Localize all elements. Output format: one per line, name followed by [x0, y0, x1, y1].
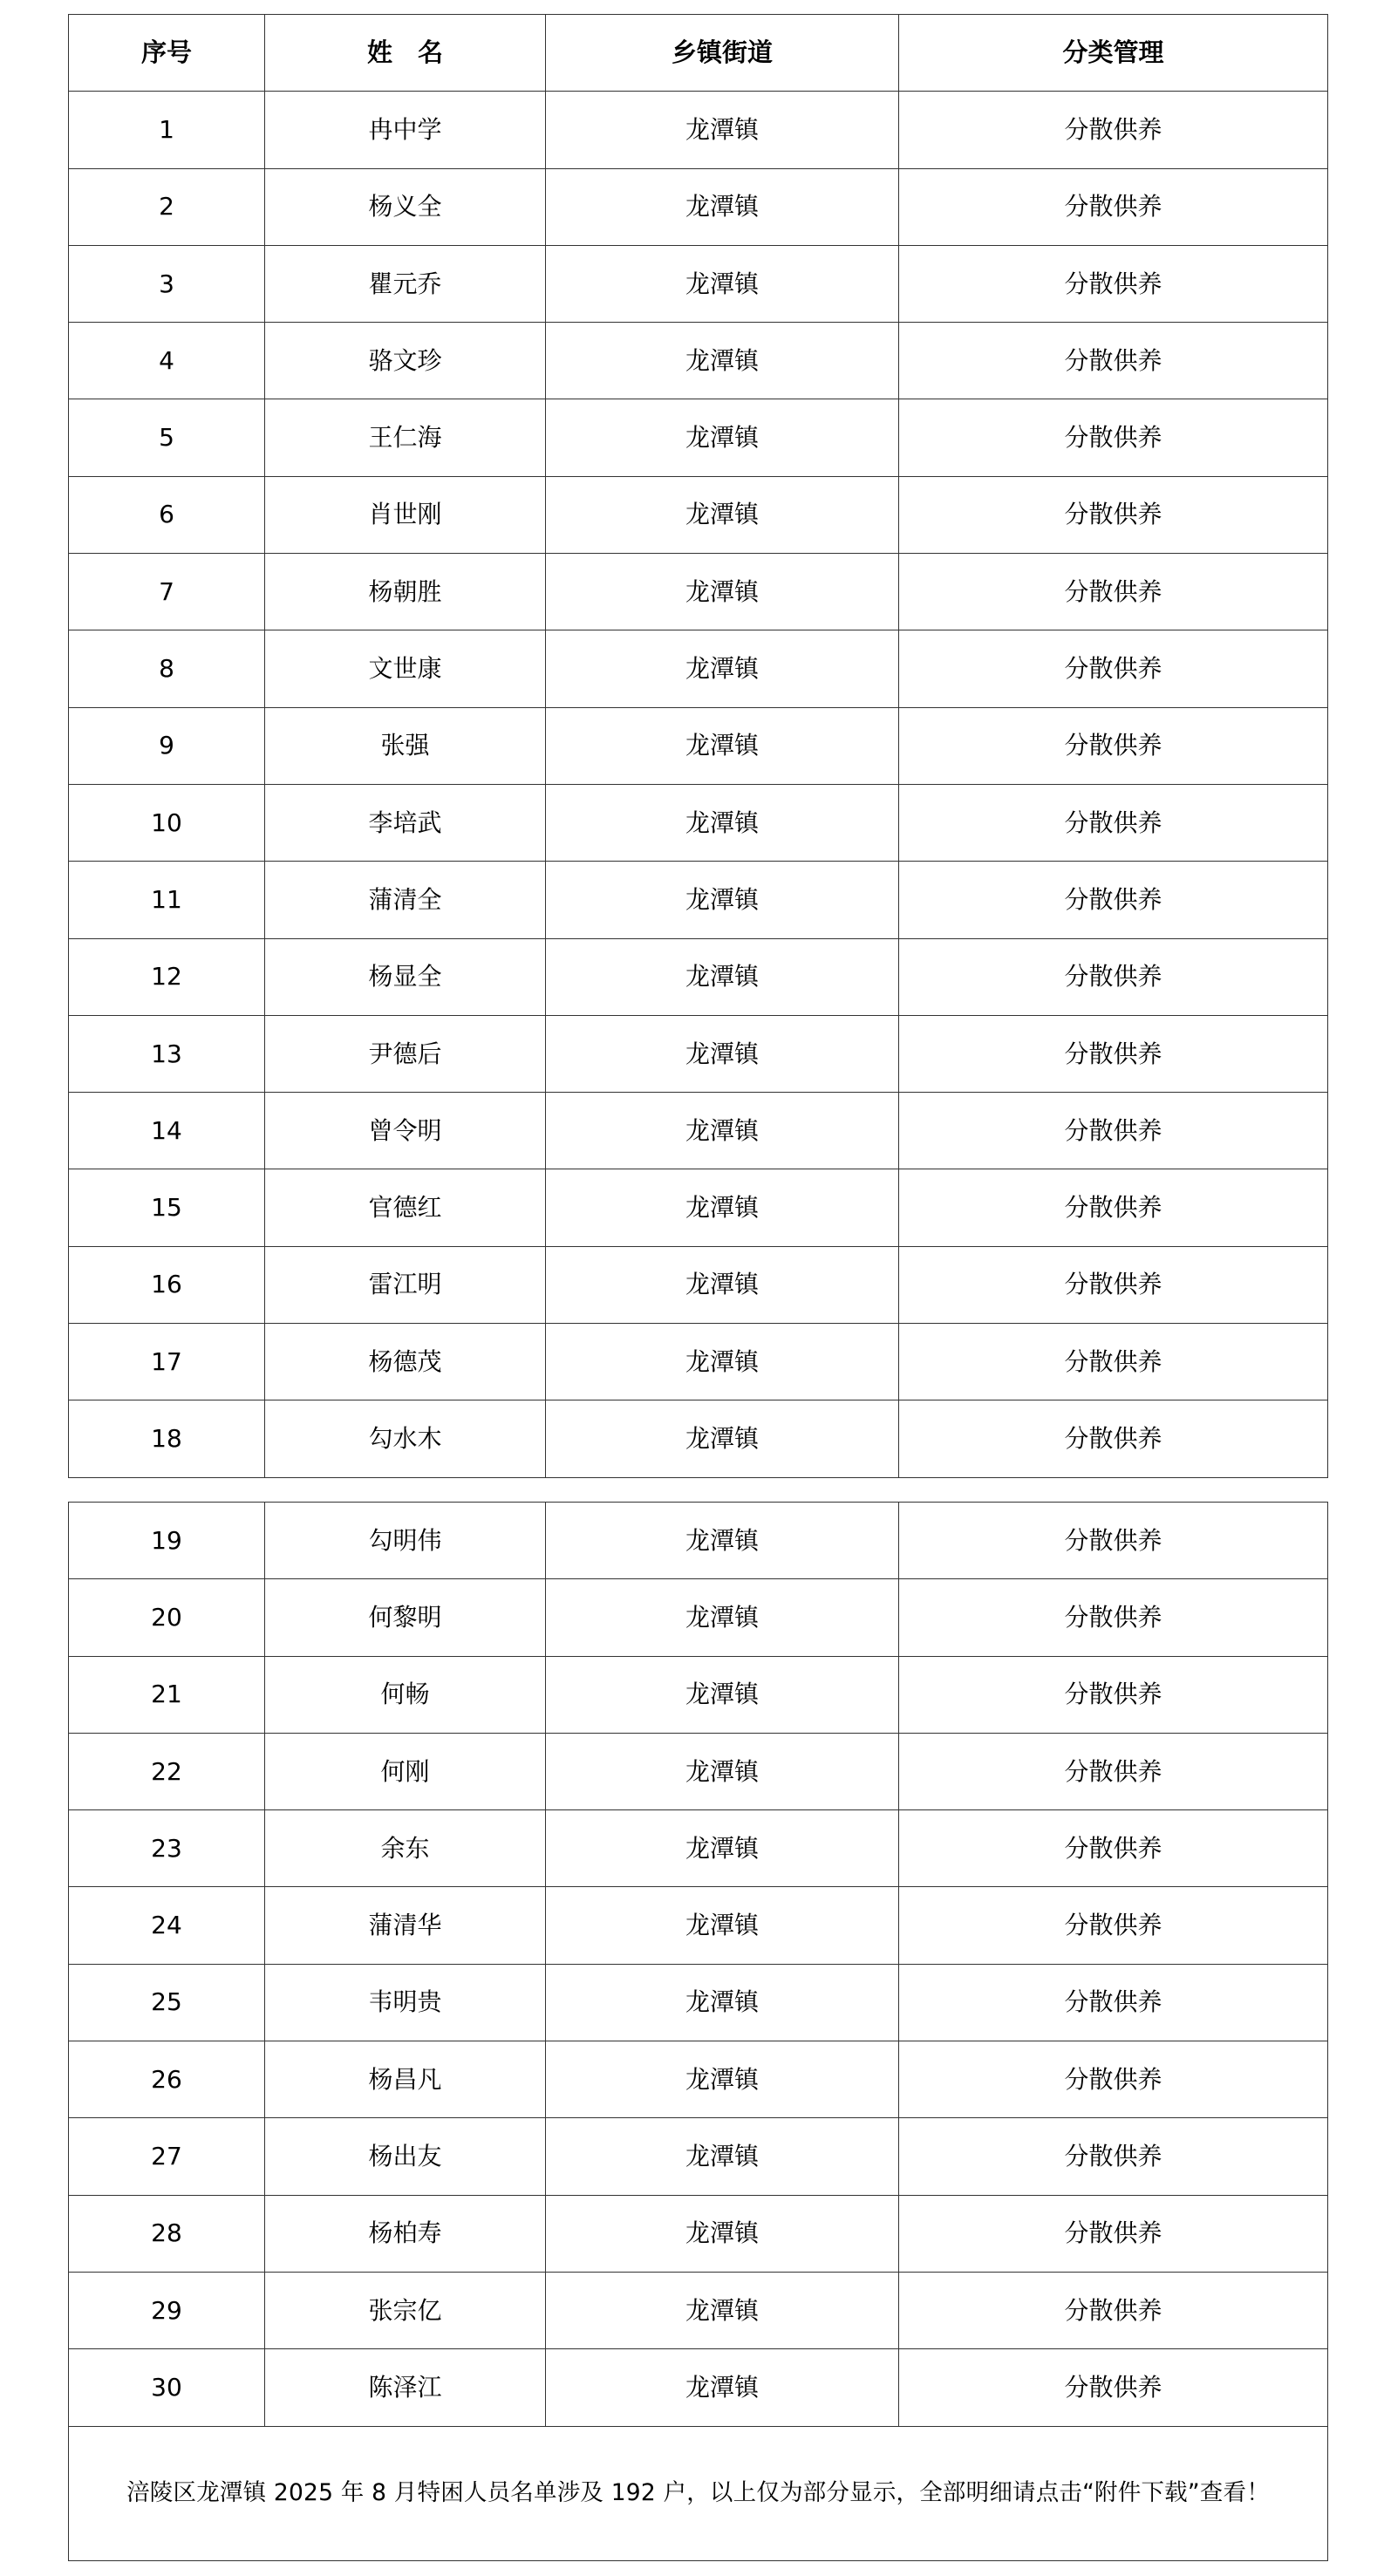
- table-row: [69, 1579, 1328, 1656]
- cell-name: 张强: [265, 707, 546, 784]
- table-row: [69, 2272, 1328, 2348]
- cell-name: 肖世刚: [265, 476, 546, 553]
- cell-name: 冉中学: [265, 92, 546, 168]
- cell-index: 25: [69, 1964, 265, 2041]
- cell-name: 杨德茂: [265, 1324, 546, 1400]
- cell-name: 尹德后: [265, 1015, 546, 1092]
- cell-category: 分散供养: [899, 2118, 1328, 2195]
- cell-town: 龙潭镇: [546, 1656, 899, 1733]
- table-row: [69, 1324, 1328, 1400]
- cell-category: 分散供养: [899, 630, 1328, 707]
- cell-category: 分散供养: [899, 1733, 1328, 1809]
- cell-name: 余东: [265, 1810, 546, 1887]
- table-row: [69, 245, 1328, 322]
- table-row: [69, 1656, 1328, 1733]
- cell-town: 龙潭镇: [546, 1400, 899, 1477]
- table-row: [69, 323, 1328, 399]
- cell-index: 16: [69, 1246, 265, 1323]
- table-row: [69, 476, 1328, 553]
- cell-category: 分散供养: [899, 1015, 1328, 1092]
- header-name: 姓 名: [265, 15, 546, 92]
- table-row: [69, 1964, 1328, 2041]
- cell-name: 王仁海: [265, 399, 546, 476]
- cell-index: 29: [69, 2272, 265, 2348]
- cell-name: 瞿元乔: [265, 245, 546, 322]
- roster-table-part-1: [68, 14, 1328, 1478]
- table-row: [69, 1733, 1328, 1809]
- cell-town: 龙潭镇: [546, 1887, 899, 1964]
- cell-town: 龙潭镇: [546, 862, 899, 938]
- table-row: [69, 1169, 1328, 1246]
- table-row: [69, 1246, 1328, 1323]
- cell-town: 龙潭镇: [546, 938, 899, 1015]
- table-row: [69, 1400, 1328, 1477]
- table-row: [69, 1810, 1328, 1887]
- table-row: [69, 1887, 1328, 1964]
- cell-index: 2: [69, 168, 265, 245]
- cell-town: 龙潭镇: [546, 2041, 899, 2118]
- cell-town: 龙潭镇: [546, 1169, 899, 1246]
- cell-category: 分散供养: [899, 1579, 1328, 1656]
- cell-name: 雷江明: [265, 1246, 546, 1323]
- cell-category: 分散供养: [899, 1503, 1328, 1579]
- table-row: [69, 2195, 1328, 2272]
- cell-index: 5: [69, 399, 265, 476]
- header-town: 乡镇街道: [546, 15, 899, 92]
- table-row: [69, 862, 1328, 938]
- header-index: 序号: [69, 15, 265, 92]
- cell-name: 文世康: [265, 630, 546, 707]
- cell-index: 22: [69, 1733, 265, 1809]
- table-row: [69, 784, 1328, 861]
- cell-town: 龙潭镇: [546, 554, 899, 630]
- table-row: [69, 1503, 1328, 1579]
- table-row: [69, 168, 1328, 245]
- cell-category: 分散供养: [899, 554, 1328, 630]
- cell-town: 龙潭镇: [546, 245, 899, 322]
- cell-category: 分散供养: [899, 1093, 1328, 1169]
- cell-index: 7: [69, 554, 265, 630]
- cell-name: 李培武: [265, 784, 546, 861]
- cell-town: 龙潭镇: [546, 1015, 899, 1092]
- cell-index: 15: [69, 1169, 265, 1246]
- cell-name: 杨朝胜: [265, 554, 546, 630]
- cell-index: 13: [69, 1015, 265, 1092]
- cell-category: 分散供养: [899, 2272, 1328, 2348]
- cell-town: 龙潭镇: [546, 476, 899, 553]
- cell-index: 24: [69, 1887, 265, 1964]
- cell-category: 分散供养: [899, 784, 1328, 861]
- cell-name: 何黎明: [265, 1579, 546, 1656]
- cell-name: 蒲清全: [265, 862, 546, 938]
- roster-table-part-2: [68, 1502, 1328, 2561]
- cell-town: 龙潭镇: [546, 323, 899, 399]
- cell-town: 龙潭镇: [546, 784, 899, 861]
- cell-category: 分散供养: [899, 2041, 1328, 2118]
- cell-category: 分散供养: [899, 1169, 1328, 1246]
- cell-index: 18: [69, 1400, 265, 1477]
- table-header-row: [69, 15, 1328, 92]
- cell-town: 龙潭镇: [546, 92, 899, 168]
- table-row: [69, 399, 1328, 476]
- cell-town: 龙潭镇: [546, 2349, 899, 2426]
- cell-index: 20: [69, 1579, 265, 1656]
- table-row: [69, 630, 1328, 707]
- cell-index: 1: [69, 92, 265, 168]
- cell-town: 龙潭镇: [546, 1810, 899, 1887]
- cell-town: 龙潭镇: [546, 168, 899, 245]
- cell-category: 分散供养: [899, 92, 1328, 168]
- cell-category: 分散供养: [899, 2195, 1328, 2272]
- cell-category: 分散供养: [899, 862, 1328, 938]
- cell-index: 19: [69, 1503, 265, 1579]
- table-row: [69, 2041, 1328, 2118]
- cell-index: 12: [69, 938, 265, 1015]
- cell-index: 4: [69, 323, 265, 399]
- cell-name: 曾令明: [265, 1093, 546, 1169]
- table-row: [69, 707, 1328, 784]
- cell-category: 分散供养: [899, 2349, 1328, 2426]
- cell-index: 3: [69, 245, 265, 322]
- cell-category: 分散供养: [899, 399, 1328, 476]
- cell-town: 龙潭镇: [546, 1579, 899, 1656]
- cell-index: 14: [69, 1093, 265, 1169]
- cell-name: 何刚: [265, 1733, 546, 1809]
- cell-category: 分散供养: [899, 1246, 1328, 1323]
- cell-category: 分散供养: [899, 1400, 1328, 1477]
- cell-name: 何畅: [265, 1656, 546, 1733]
- cell-name: 杨义全: [265, 168, 546, 245]
- cell-index: 26: [69, 2041, 265, 2118]
- cell-name: 杨昌凡: [265, 2041, 546, 2118]
- cell-name: 蒲清华: [265, 1887, 546, 1964]
- table-row: [69, 92, 1328, 168]
- cell-category: 分散供养: [899, 1810, 1328, 1887]
- cell-name: 勾水木: [265, 1400, 546, 1477]
- table-row: [69, 554, 1328, 630]
- cell-town: 龙潭镇: [546, 707, 899, 784]
- cell-index: 27: [69, 2118, 265, 2195]
- cell-town: 龙潭镇: [546, 2272, 899, 2348]
- cell-town: 龙潭镇: [546, 630, 899, 707]
- cell-index: 30: [69, 2349, 265, 2426]
- table-row: [69, 2118, 1328, 2195]
- cell-category: 分散供养: [899, 1964, 1328, 2041]
- cell-category: 分散供养: [899, 1656, 1328, 1733]
- cell-name: 韦明贵: [265, 1964, 546, 2041]
- cell-name: 官德红: [265, 1169, 546, 1246]
- cell-town: 龙潭镇: [546, 2118, 899, 2195]
- cell-name: 杨出友: [265, 2118, 546, 2195]
- table-row: [69, 1093, 1328, 1169]
- cell-category: 分散供养: [899, 245, 1328, 322]
- cell-index: 21: [69, 1656, 265, 1733]
- cell-name: 陈泽江: [265, 2349, 546, 2426]
- cell-index: 9: [69, 707, 265, 784]
- cell-category: 分散供养: [899, 476, 1328, 553]
- cell-index: 17: [69, 1324, 265, 1400]
- table-row: [69, 1015, 1328, 1092]
- cell-town: 龙潭镇: [546, 399, 899, 476]
- cell-town: 龙潭镇: [546, 1246, 899, 1323]
- cell-name: 勾明伟: [265, 1503, 546, 1579]
- cell-town: 龙潭镇: [546, 1964, 899, 2041]
- cell-town: 龙潭镇: [546, 1324, 899, 1400]
- cell-category: 分散供养: [899, 1887, 1328, 1964]
- header-category: 分类管理: [899, 15, 1328, 92]
- cell-name: 杨柏寿: [265, 2195, 546, 2272]
- cell-name: 杨显全: [265, 938, 546, 1015]
- cell-index: 23: [69, 1810, 265, 1887]
- table-row: [69, 2349, 1328, 2426]
- table-row: [69, 938, 1328, 1015]
- cell-name: 骆文珍: [265, 323, 546, 399]
- cell-index: 8: [69, 630, 265, 707]
- cell-name: 张宗亿: [265, 2272, 546, 2348]
- cell-category: 分散供养: [899, 168, 1328, 245]
- cell-town: 龙潭镇: [546, 1093, 899, 1169]
- cell-index: 11: [69, 862, 265, 938]
- footer-note-row: [69, 2426, 1328, 2560]
- cell-town: 龙潭镇: [546, 2195, 899, 2272]
- footer-note: 涪陵区龙潭镇 2025 年 8 月特困人员名单涉及 192 户，以上仅为部分显示，全部明细请点击“附件下载”查看！: [69, 2426, 1328, 2560]
- cell-index: 6: [69, 476, 265, 553]
- cell-town: 龙潭镇: [546, 1503, 899, 1579]
- cell-category: 分散供养: [899, 1324, 1328, 1400]
- cell-index: 10: [69, 784, 265, 861]
- cell-category: 分散供养: [899, 938, 1328, 1015]
- cell-category: 分散供养: [899, 707, 1328, 784]
- cell-category: 分散供养: [899, 323, 1328, 399]
- cell-town: 龙潭镇: [546, 1733, 899, 1809]
- cell-index: 28: [69, 2195, 265, 2272]
